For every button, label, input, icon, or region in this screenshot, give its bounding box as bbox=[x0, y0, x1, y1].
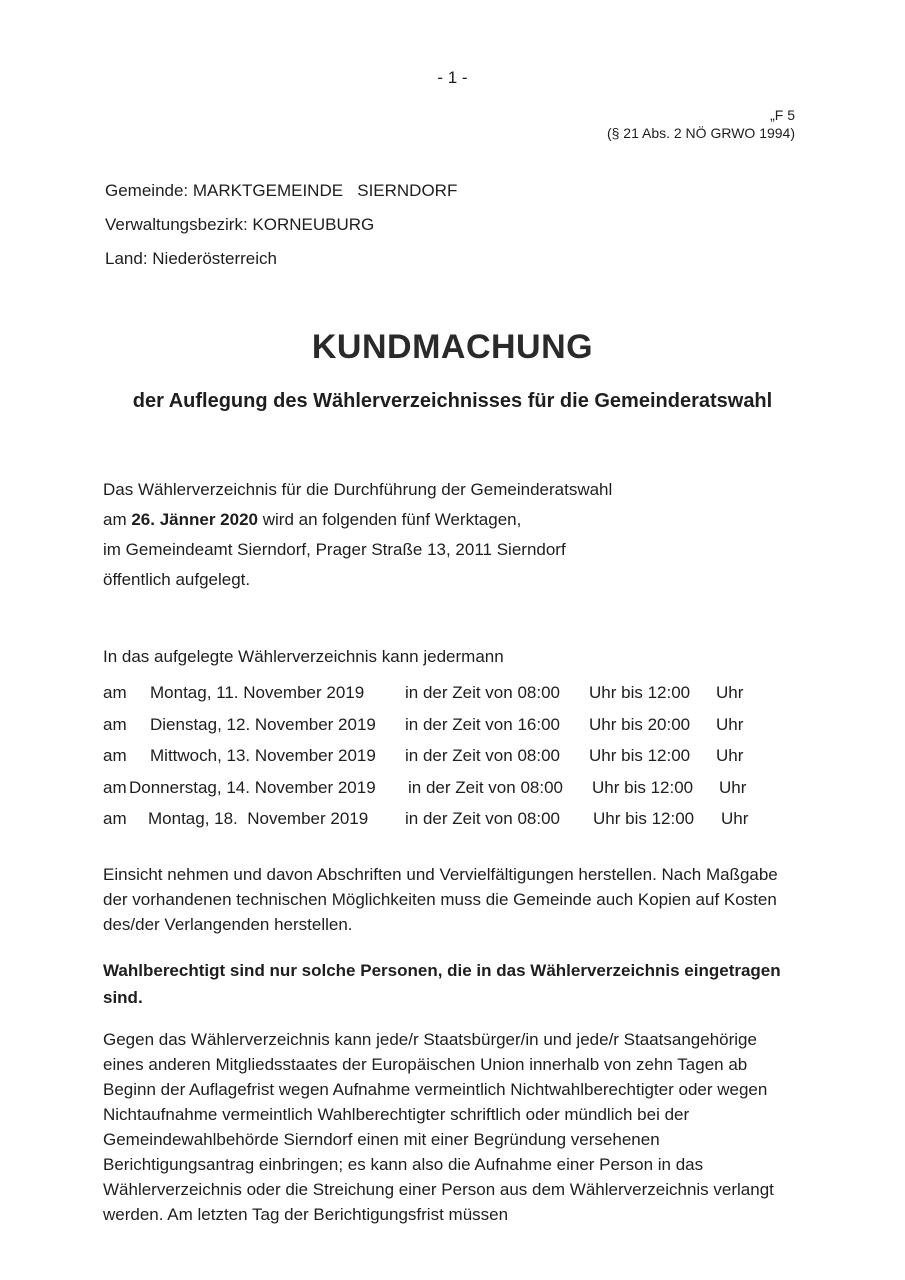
intro-line-2 bbox=[103, 505, 803, 535]
bezirk-line: Verwaltungsbezirk: KORNEUBURG bbox=[105, 215, 375, 234]
gemeinde-line: Gemeinde: MARKTGEMEINDE SIERNDORF bbox=[105, 181, 458, 200]
intro-line-3: im Gemeindeamt Sierndorf, Prager Straße 13, 2011 Sierndorf bbox=[103, 540, 566, 559]
form-id: „F 5 bbox=[770, 107, 795, 123]
legal-reference: (§ 21 Abs. 2 NÖ GRWO 1994) bbox=[606, 125, 795, 141]
intro-line-2-prefix: am bbox=[103, 510, 132, 529]
land-line: Land: Niederösterreich bbox=[105, 249, 277, 268]
objection-paragraph: Gegen das Wählerverzeichnis kann jede/r Staatsbürger/in und jede/r Staatsangehörige eines anderen Mitgliedsstaates der Europäischen Union innerhalb von zehn Tagen ab Beginn der Auflagefrist wegen Aufnahme vermeintlich Nichtwahlberechtigter oder wegen Nichtaufnahme vermeintlich Wahlberechtigter schriftlich oder mündlich bei der Gemeindewahlbehörde Sierndorf einen mit einer Begründung versehenen Berichtigungsantrag einbringen; es kann also die Aufnahme einer Person in das Wählerverzeichnis oder die Streichung einer Person aus dem Wählerverzeichnis verlangt werden. Am letzten Tag der Berichtigungsfrist müssen bbox=[103, 1030, 774, 1224]
schedule-until: Uhr bis 12:00 bbox=[589, 683, 691, 702]
schedule-end: Uhr bbox=[719, 777, 747, 797]
form-reference bbox=[607, 106, 795, 142]
schedule-am: am bbox=[103, 777, 127, 797]
document-subtitle: der Auflegung des Wählerverzeichnisses für die Gemeinderatswahl bbox=[132, 390, 773, 412]
schedule-day: Montag, 18. November 2019 bbox=[148, 809, 369, 828]
inspection-intro: In das aufgelegte Wählerverzeichnis kann jedermann bbox=[103, 647, 504, 666]
schedule-day: Donnerstag, 14. November 2019 bbox=[129, 777, 376, 797]
schedule-am: am bbox=[103, 714, 127, 734]
schedule-end: Uhr bbox=[716, 714, 744, 734]
schedule-day: Dienstag, 12. November 2019 bbox=[150, 714, 376, 734]
intro-line-2-suffix: wird an folgenden fünf Werktagen, bbox=[258, 510, 522, 529]
schedule-am: am bbox=[103, 809, 127, 828]
document-title: KUNDMACHUNG bbox=[311, 328, 594, 366]
schedule-end: Uhr bbox=[716, 683, 744, 702]
municipality-info bbox=[105, 174, 457, 276]
schedule-end: Uhr bbox=[721, 809, 749, 828]
intro-line-4: öffentlich aufgelegt. bbox=[103, 570, 251, 589]
schedule-start: in der Zeit von 08:00 bbox=[408, 777, 563, 797]
schedule-start: in der Zeit von 08:00 bbox=[405, 746, 560, 765]
eligibility-paragraph: Wahlberechtigt sind nur solche Personen, die in das Wählerverzeichnis eingetragen sind. bbox=[103, 961, 781, 1007]
schedule-until: Uhr bis 20:00 bbox=[589, 714, 691, 734]
schedule-day: Montag, 11. November 2019 bbox=[150, 683, 365, 702]
schedule-until: Uhr bis 12:00 bbox=[589, 746, 691, 765]
schedule-until: Uhr bis 12:00 bbox=[593, 809, 695, 828]
schedule-start: in der Zeit von 08:00 bbox=[405, 809, 560, 828]
intro-paragraph bbox=[103, 475, 803, 595]
schedule-am: am bbox=[103, 746, 127, 765]
page-number: - 1 - bbox=[437, 68, 468, 87]
schedule-start: in der Zeit von 16:00 bbox=[405, 714, 560, 734]
schedule-am: am bbox=[103, 683, 127, 702]
schedule-day: Mittwoch, 13. November 2019 bbox=[150, 746, 376, 765]
schedule-end: Uhr bbox=[716, 746, 744, 765]
schedule-start: in der Zeit von 08:00 bbox=[405, 683, 560, 702]
intro-line-1: Das Wählerverzeichnis für die Durchführung der Gemeinderatswahl bbox=[103, 480, 613, 499]
election-date: 26. Jänner 2020 bbox=[131, 510, 258, 529]
schedule-until: Uhr bis 12:00 bbox=[592, 777, 694, 797]
copies-paragraph: Einsicht nehmen und davon Abschriften und Vervielfältigungen herstellen. Nach Maßgabe der vorhandenen technischen Möglichkeiten muss die Gemeinde auch Kopien auf Kosten des/der Verlangenden herstellen. bbox=[103, 865, 778, 934]
